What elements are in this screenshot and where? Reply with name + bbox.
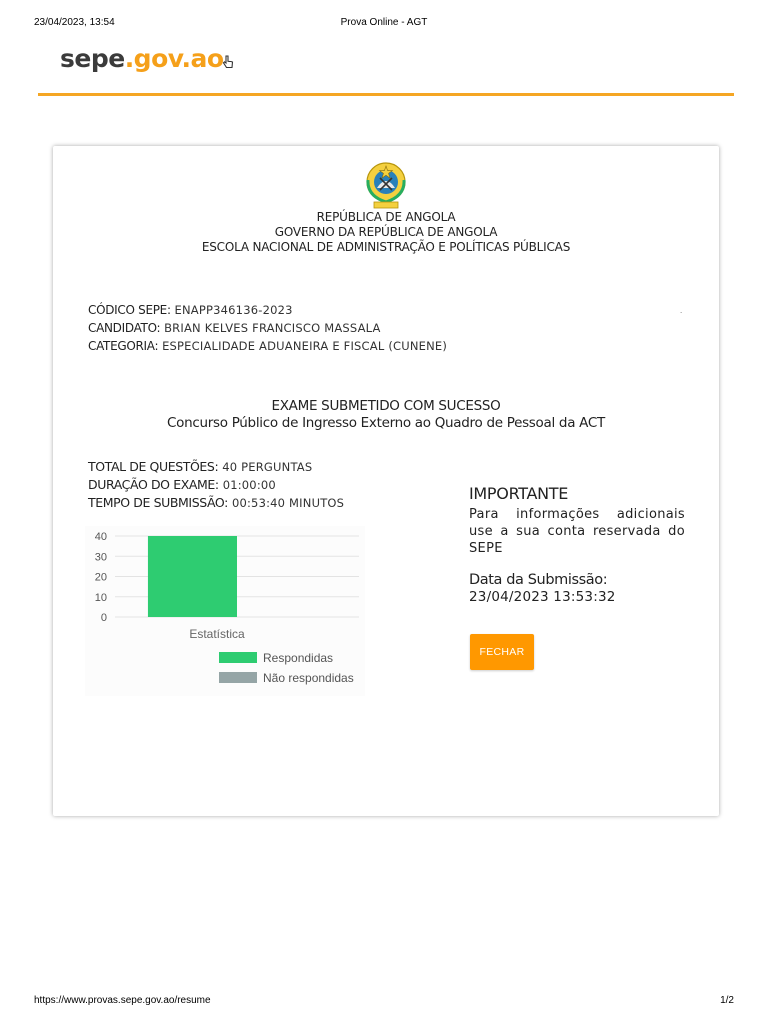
important-title: IMPORTANTE <box>469 484 569 503</box>
sepe-logo[interactable] <box>60 44 234 73</box>
print-title: Prova Online - AGT <box>340 17 428 28</box>
y-tick-label: 10 <box>94 591 107 604</box>
sepe-code-row <box>88 301 447 319</box>
exam-duration-value: 01:00:00 <box>222 478 276 492</box>
sepe-code-label: CÓDICO SEPE: <box>88 303 171 317</box>
candidate-name-row <box>88 319 447 337</box>
candidate-info <box>88 301 447 355</box>
angola-emblem-icon <box>359 158 413 212</box>
total-questions-value: 40 PERGUNTAS <box>222 460 313 474</box>
logo-text-sepe: sepe <box>60 44 125 73</box>
header-divider <box>38 93 734 96</box>
government-header <box>53 210 719 255</box>
sepe-code-value: ENAPP346136-2023 <box>174 303 293 317</box>
submission-date-label: Data da Submissão: <box>469 572 608 588</box>
important-text: Para informações adicionais use a sua conta reservada do SEPE <box>469 507 685 556</box>
legend-swatch <box>219 672 257 683</box>
submission-time-row <box>88 494 344 512</box>
hand-cursor-icon <box>222 55 234 69</box>
legend-label: Não respondidas <box>263 671 354 685</box>
school-name: ESCOLA NACIONAL DE ADMINISTRAÇÃO E POLÍTICAS PÚBLICAS <box>201 240 571 254</box>
x-axis-label: Estatística <box>189 627 245 641</box>
category-label: CATEGORIA: <box>88 339 159 353</box>
submission-time-value: 00:53:40 MINUTOS <box>231 496 345 510</box>
bar-answered <box>148 536 237 617</box>
print-header <box>34 17 734 31</box>
print-footer <box>34 995 734 1009</box>
candidate-name-label: CANDIDATO: <box>88 321 161 335</box>
exam-duration-row <box>88 476 344 494</box>
logo-text-gov: .gov.ao <box>124 44 224 73</box>
exam-status-title: EXAME SUBMETIDO COM SUCESSO <box>271 398 501 414</box>
government-name: GOVERNO DA REPÚBLICA DE ANGOLA <box>274 225 498 239</box>
y-tick-label: 30 <box>94 551 107 564</box>
legend-label: Respondidas <box>263 651 334 665</box>
legend-swatch <box>219 652 257 663</box>
category-value: ESPECIALIDADE ADUANEIRA E FISCAL (CUNENE) <box>162 339 448 353</box>
submission-time-label: TEMPO DE SUBMISSÃO: <box>88 495 228 510</box>
result-card <box>53 146 719 816</box>
page-url: https://www.provas.sepe.gov.ao/resume <box>34 995 211 1006</box>
exam-duration-label: DURAÇÃO DO EXAME: <box>88 477 219 492</box>
print-date: 23/04/2023, 13:54 <box>34 17 115 28</box>
category-row <box>88 337 447 355</box>
total-questions-label: TOTAL DE QUESTÕES: <box>88 459 219 474</box>
stray-dot: . <box>680 306 683 315</box>
candidate-name-value: BRIAN KELVES FRANCISCO MASSALA <box>164 321 381 335</box>
close-button[interactable]: FECHAR <box>470 634 534 670</box>
y-tick-label: 0 <box>100 612 107 624</box>
exam-stats <box>88 458 344 512</box>
exam-status <box>53 398 719 432</box>
y-tick-label: 20 <box>94 571 107 584</box>
important-notice <box>469 484 685 557</box>
page-number: 1/2 <box>720 995 734 1006</box>
country-name: REPÚBLICA DE ANGOLA <box>316 210 456 224</box>
y-tick-label: 40 <box>94 531 107 543</box>
submission-date-value: 23/04/2023 13:53:32 <box>469 589 616 605</box>
total-questions-row <box>88 458 344 476</box>
contest-name: Concurso Público de Ingresso Externo ao Quadro de Pessoal da ACT <box>167 415 605 431</box>
submission-date <box>469 572 699 605</box>
statistics-chart <box>85 526 365 696</box>
